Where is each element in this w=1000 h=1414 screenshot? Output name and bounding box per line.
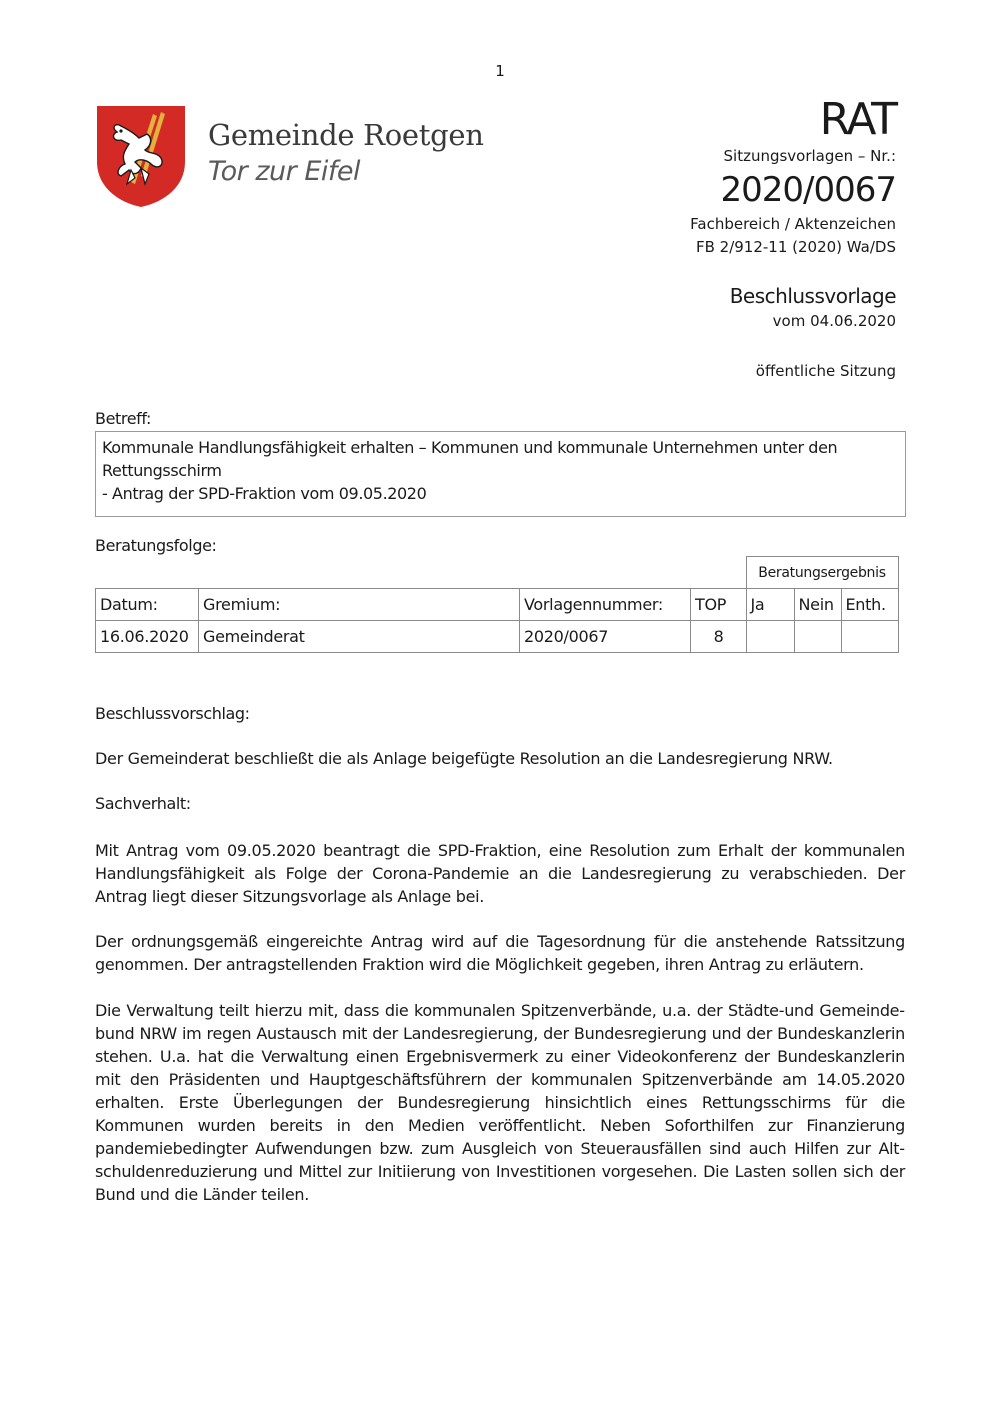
col-header-no: Nein [794, 589, 841, 621]
resolution-proposal-label: Beschlussvorschlag: [95, 704, 250, 723]
document-number: 2020/0067 [720, 170, 896, 210]
table-row [96, 621, 899, 653]
col-header-date: Datum: [96, 589, 199, 621]
col-header-document-number: Vorlagennummer: [520, 589, 691, 621]
resolution-proposal-text: Der Gemeinderat beschließt die als Anlage beigefügte Resolution an die Landesregierung NRW. [95, 749, 833, 768]
logo-slogan: Tor zur Eifel [208, 156, 361, 187]
municipality-logo [95, 104, 495, 212]
cell-no [794, 621, 841, 653]
facts-label: Sachverhalt: [95, 794, 191, 813]
subject-line-2: Rettungsschirm [102, 461, 222, 480]
table-header-row [96, 589, 899, 621]
col-header-abstain: Enth. [841, 589, 898, 621]
col-header-top: TOP [691, 589, 747, 621]
cell-document-number: 2020/0067 [520, 621, 691, 653]
department-reference: FB 2/912-11 (2020) Wa/DS [695, 238, 896, 256]
document-date: vom 04.06.2020 [772, 312, 896, 330]
cell-committee: Gemeinderat [199, 621, 520, 653]
cell-abstain [841, 621, 898, 653]
subject-label: Betreff: [95, 409, 152, 428]
consultation-table [95, 556, 899, 653]
logo-title: Gemeinde Roetgen [208, 118, 484, 152]
committee-title: RAT [819, 94, 896, 145]
facts-paragraph-2: Der ordnungsgemäß eingereichte Antrag wird auf die Tagesordnung für die anstehende Ratssitzung genommen. Der antragstellenden Fraktion wird die Möglichkeit gegeben, ihren Antrag zu erläutern. [95, 932, 905, 974]
facts-paragraph-3: Die Verwaltung teilt hierzu mit, dass die kommunalen Spitzenverbände, u.a. der Städte-und Gemeindebund NRW im regen Austausch mit der Landesregierung, der Bundesregierung und der Bundeskanzlerin stehen. U.a. hat die Verwaltung einen Ergebnisvermerk zu einer Videokonferenz der Bundeskanzlerin mit den Präsidenten und Hauptgeschäftsführern der kommunalen Spitzenverbände am 14.05.2020 erhalten. Erste Überlegungen der Bundesregierung hinsichtlich eines Rettungsschirms für die Kommunen wurden bereits in den Medien veröffentlicht. Neben Soforthilfen zur Finanzierung pandemiebedingter Aufwendungen bzw. zum Ausgleich von Steuerausfällen sind auch Hilfen zur Altschuldenreduzierung und Mittel zur Initiierung von Investitionen vorgesehen. Die Lasten sollen sich der Bund und die Länder teilen. [95, 1001, 905, 1204]
col-header-committee: Gremium: [199, 589, 520, 621]
subject-box [95, 431, 906, 517]
cell-top: 8 [691, 621, 747, 653]
session-type: öffentliche Sitzung [755, 362, 896, 380]
page-number: 1 [495, 62, 505, 80]
col-header-yes: Ja [746, 589, 794, 621]
facts-paragraph-1: Mit Antrag vom 09.05.2020 beantragt die SPD-Fraktion, eine Resolution zum Erhalt der kommunalen Handlungsfähigkeit als Folge der Corona-Pandemie an die Landesregierung zu verabschieden. Der Antrag liegt dieser Sitzungsvorlage als Anlage bei. [95, 841, 905, 906]
document-series-label: Sitzungsvorlagen – Nr.: [723, 147, 896, 165]
coat-of-arms-icon [95, 104, 187, 208]
table-header-group-row [96, 557, 899, 589]
result-group-header: Beratungsergebnis [746, 557, 898, 589]
cell-yes [746, 621, 794, 653]
cell-date: 16.06.2020 [96, 621, 199, 653]
subject-line-3: - Antrag der SPD-Fraktion vom 09.05.2020 [102, 484, 427, 503]
document-type: Beschlussvorlage [729, 284, 896, 308]
department-label: Fachbereich / Aktenzeichen [690, 215, 896, 233]
consultation-sequence-label: Beratungsfolge: [95, 536, 217, 555]
subject-line-1: Kommunale Handlungsfähigkeit erhalten – Kommunen und kommunale Unternehmen unter den [102, 438, 838, 457]
